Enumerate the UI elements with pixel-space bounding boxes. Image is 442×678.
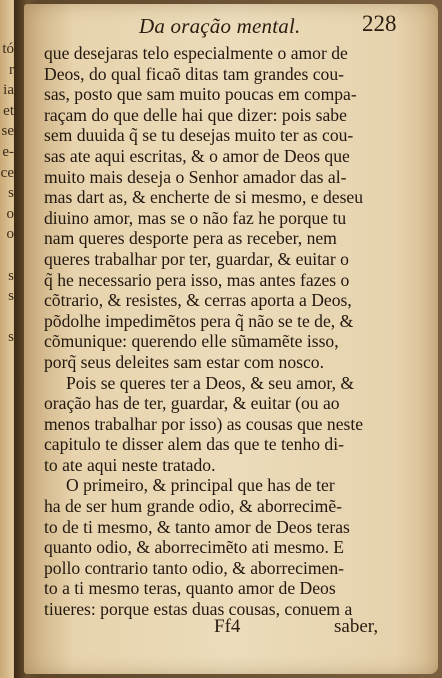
- page-header: [24, 8, 438, 42]
- catchword: saber,: [334, 616, 379, 637]
- previous-page-fragment: s: [8, 185, 14, 202]
- text-line: cõmunique: querendo elle sũmamẽte isso,: [44, 331, 339, 352]
- previous-page-fragment: o: [6, 205, 14, 222]
- previous-page-fragment: r: [9, 61, 14, 78]
- signature-mark: Ff4: [214, 616, 241, 637]
- previous-page-fragment: ia: [3, 82, 14, 99]
- text-line: ha de ser hum grande odio, & aborrecimẽ-: [44, 496, 343, 517]
- previous-page-fragment: tó: [2, 41, 14, 57]
- text-line: cõtrario, & resistes, & cerras aporta a Deos,: [44, 290, 352, 311]
- previous-page-fragment: s: [8, 329, 14, 346]
- previous-page-fragment: et: [3, 102, 14, 119]
- text-line: sas, posto que sam muito poucas em compa-: [44, 84, 357, 105]
- text-line: põdolhe impedimẽtos pera q̃ não se te de, &: [44, 310, 354, 331]
- text-line: quanto odio, & aborrecimẽto ati mesmo. E: [44, 537, 344, 558]
- running-head: Da oração mental.: [139, 14, 301, 38]
- previous-page-fragment: o: [6, 226, 14, 243]
- text-line: to ate aqui neste tratado.: [44, 454, 216, 475]
- previous-page-fragment: e-: [2, 144, 14, 160]
- text-line: diuino amor, mas se o não faz he porque tu: [44, 207, 347, 228]
- page-number: 228: [362, 11, 397, 36]
- text-line: to a ti mesmo teras, quanto amor de Deos: [44, 578, 336, 599]
- text-line: mas dart as, & encherte de si mesmo, e deseu: [44, 187, 364, 208]
- text-line: Deos, do qual ficaõ ditas tam grandes cou-: [44, 63, 344, 84]
- text-line: nam queres desporte pera as receber, nem: [44, 228, 337, 249]
- text-line: porq̃ seus deleites sam estar com nosco.: [44, 351, 324, 372]
- text-line: menos trabalhar por isso) as cousas que neste: [44, 413, 364, 434]
- text-line: muito mais deseja o Senhor amador das al-: [44, 166, 347, 187]
- text-line: pollo contrario tanto odio, & aborrecimen-: [44, 557, 344, 578]
- body-text: [44, 43, 416, 620]
- previous-page-fragment: se: [1, 123, 14, 140]
- text-line: que desejaras telo especialmente o amor de: [44, 43, 348, 63]
- text-line: oração has de ter, guardar, & euitar (ou ao: [44, 393, 340, 414]
- text-line: raçam do que delle hai que dizer: pois sabe: [44, 104, 347, 125]
- text-line: to de ti mesmo, & tanto amor de Deos teras: [44, 516, 350, 537]
- book-page: [24, 4, 438, 674]
- previous-page-fragment: s: [8, 267, 14, 284]
- text-line: q̃ he necessario pera isso, mas antes fazes o: [44, 269, 350, 290]
- text-line: sem duuida q̃ se tu desejas muito ter as cou-: [44, 125, 354, 146]
- page-footer: [24, 614, 438, 642]
- text-line: Pois se queres ter a Deos, & seu amor, &: [66, 372, 355, 393]
- text-line: capitulo te disser alem das que te tenho di-: [44, 434, 344, 455]
- text-line: tiueres: porque estas duas cousas, conuem a: [44, 599, 353, 620]
- previous-page-fragment: ce: [0, 164, 14, 181]
- text-line: queres trabalhar por ter, guardar, & euitar o: [44, 248, 349, 269]
- text-line: O primeiro, & principal que has de ter: [66, 475, 335, 496]
- text-line: sas ate aqui escritas, & o amor de Deos que: [44, 145, 350, 166]
- previous-page-fragment: s: [8, 288, 14, 305]
